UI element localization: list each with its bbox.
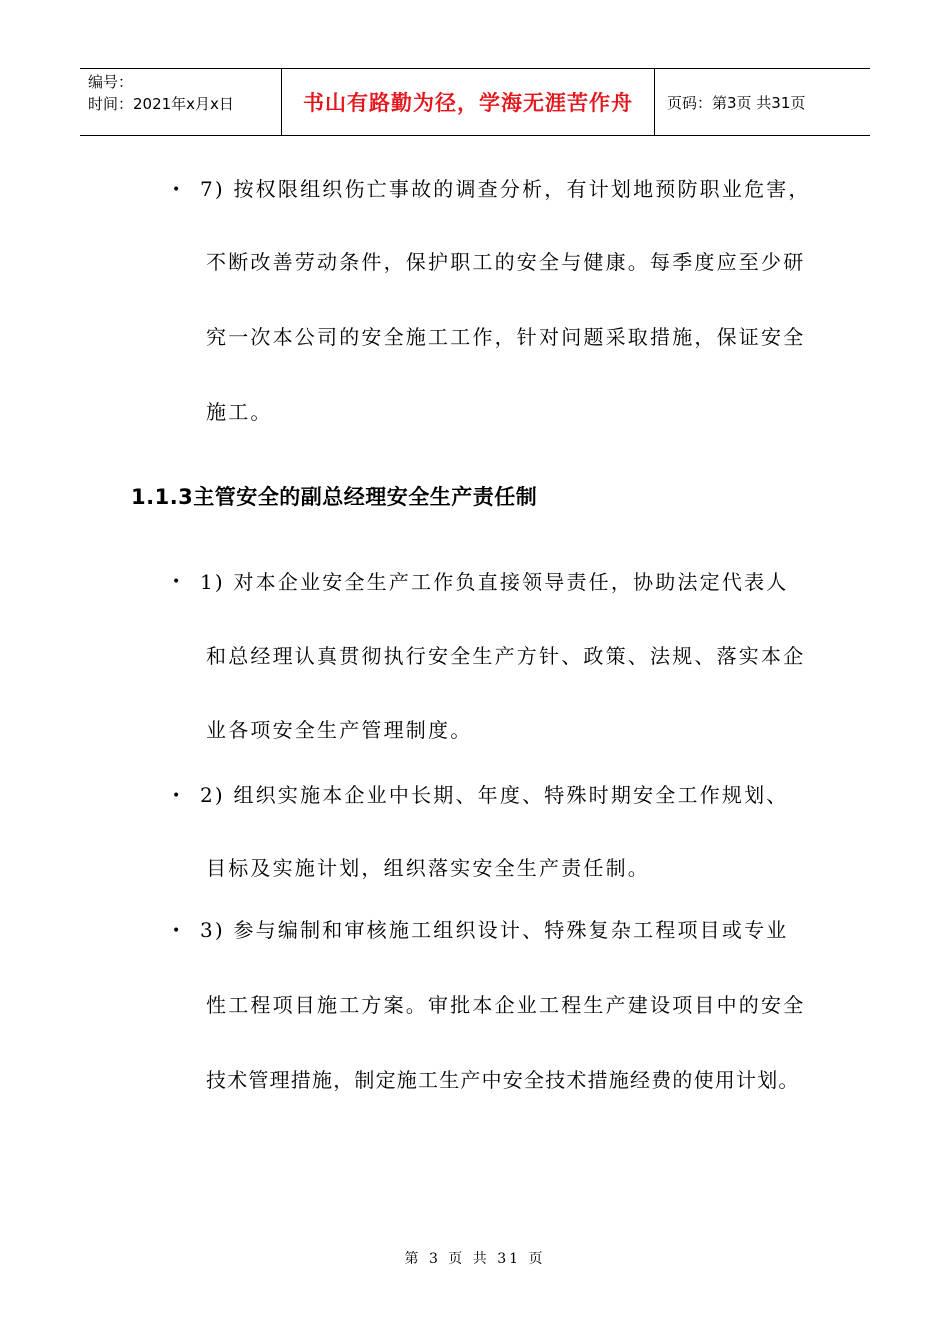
- page-header: [80, 68, 870, 136]
- item-1-line-3: 业各项安全生产管理制度。: [206, 718, 473, 742]
- item-1-line-1: 1) 对本企业安全生产工作负直接领导责任，协助法定代表人: [200, 570, 789, 594]
- bullet-item-1: •: [172, 574, 181, 590]
- header-meta: [80, 69, 282, 135]
- item-3-line-1: 3) 参与编制和审核施工组织设计、特殊复杂工程项目或专业: [200, 918, 789, 942]
- header-page-code: 页码：第3页 共31页: [667, 93, 806, 112]
- header-motto: 书山有路勤为径，学海无涯苦作舟: [303, 91, 633, 115]
- document-number: 编号：: [88, 73, 134, 91]
- item-7-line-2: 不断改善劳动条件，保护职工的安全与健康。每季度应至少研: [206, 250, 806, 274]
- bullet-item-3: •: [172, 923, 181, 939]
- item-7-line-3: 究一次本公司的安全施工工作，针对问题采取措施，保证安全: [206, 325, 806, 349]
- section-heading: 1.1.3主管安全的副总经理安全生产责任制: [131, 485, 538, 509]
- bullet-item-2: •: [172, 788, 181, 804]
- header-page-cell: [655, 69, 870, 135]
- item-7-line-4: 施工。: [206, 400, 273, 424]
- item-1-line-2: 和总经理认真贯彻执行安全生产方针、政策、法规、落实本企: [206, 644, 806, 668]
- item-2-line-2: 目标及实施计划，组织落实安全生产责任制。: [206, 856, 650, 880]
- bullet-item-7: •: [172, 182, 181, 198]
- document-date: 时间：2021年x月x日: [88, 95, 234, 113]
- item-3-line-2: 性工程项目施工方案。审批本企业工程生产建设项目中的安全: [206, 993, 806, 1017]
- page-footer: 第 3 页 共 31 页: [404, 1251, 546, 1267]
- item-2-line-1: 2) 组织实施本企业中长期、年度、特殊时期安全工作规划、: [200, 783, 789, 807]
- item-7-line-1: 7) 按权限组织伤亡事故的调查分析，有计划地预防职业危害，: [200, 177, 811, 201]
- header-motto-cell: [282, 69, 655, 135]
- item-3-line-3: 技术管理措施，制定施工生产中安全技术措施经费的使用计划。: [206, 1068, 800, 1092]
